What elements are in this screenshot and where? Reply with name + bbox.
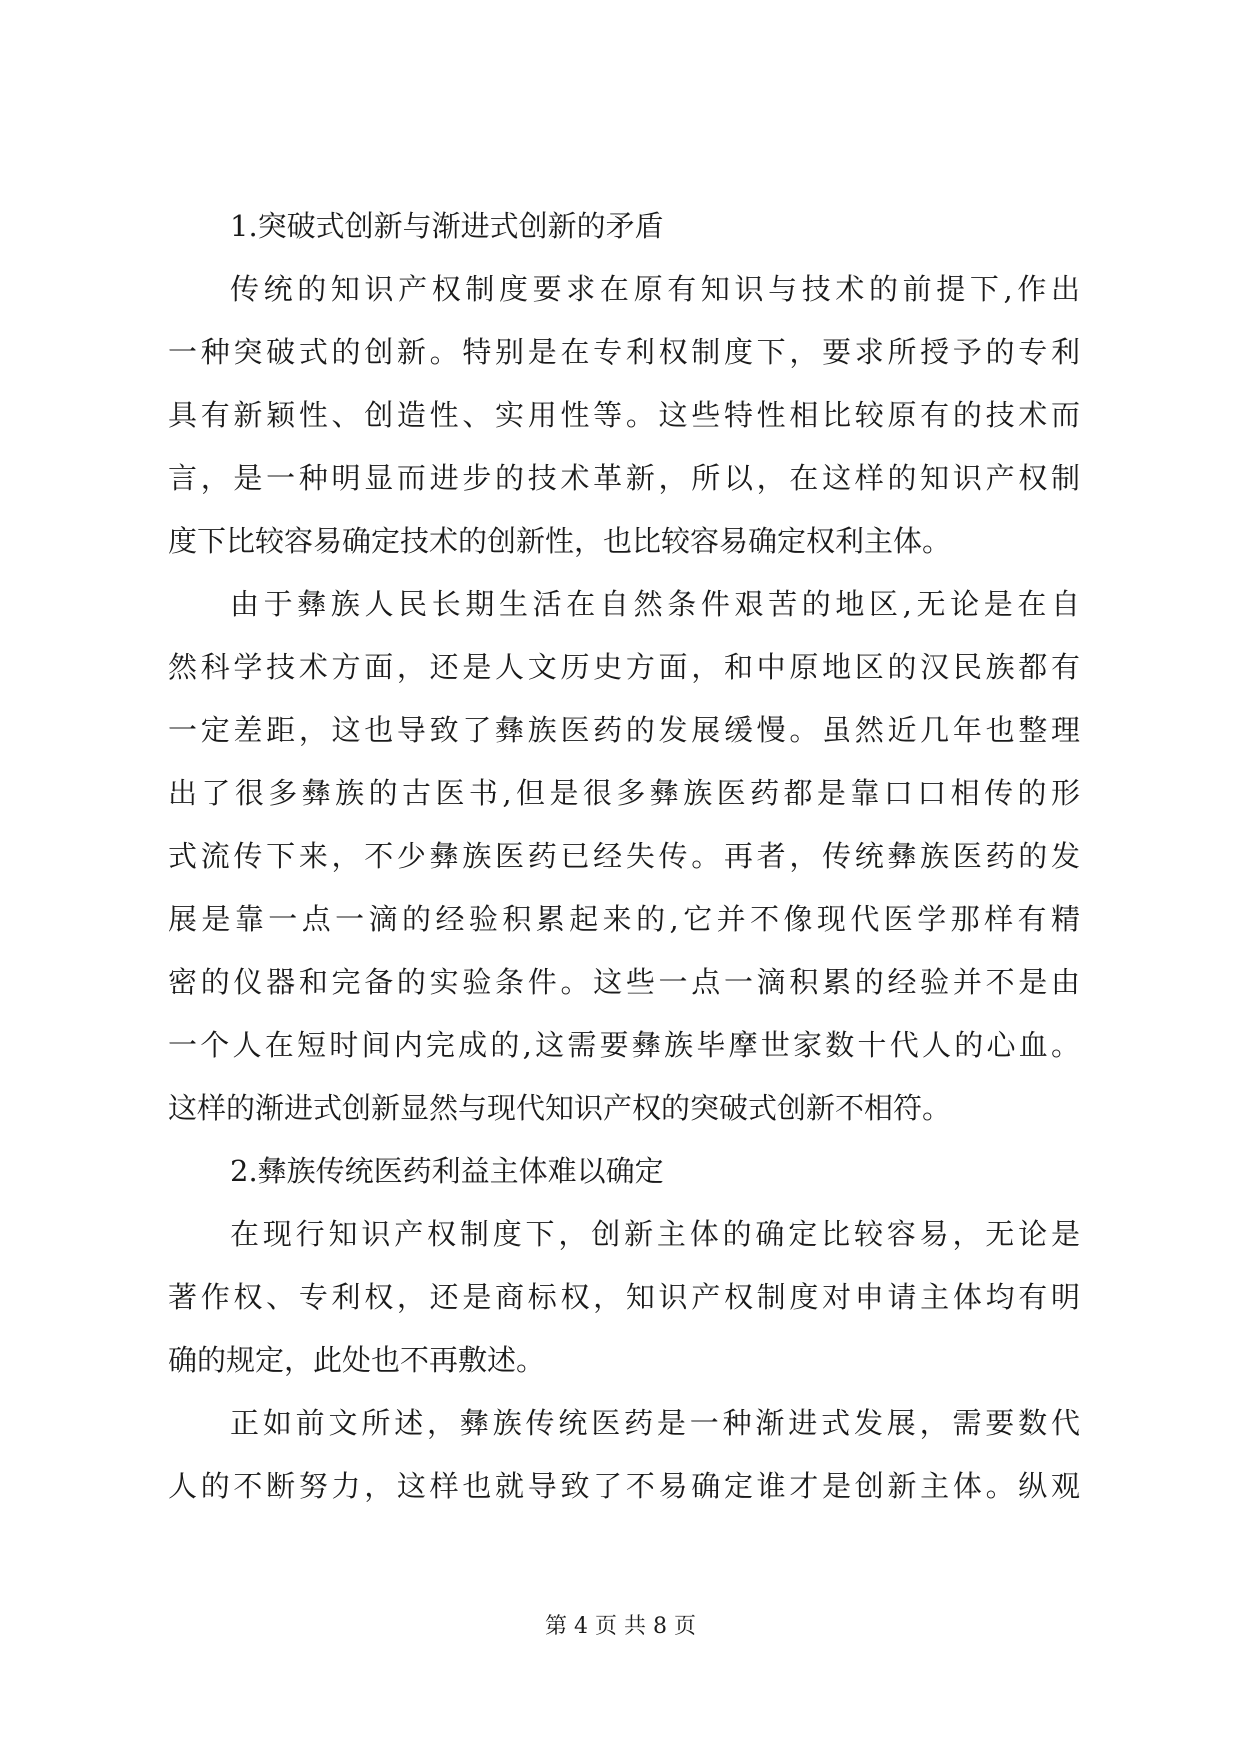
- text-line: 然科学技术方面，还是人文历史方面，和中原地区的汉民族都有: [168, 650, 1080, 684]
- text-line: 一个人在短时间内完成的,这需要彝族毕摩世家数十代人的心血。: [168, 1028, 1080, 1062]
- text-line: 确的规定，此处也不再敷述。: [168, 1343, 546, 1377]
- text-line: 正如前文所述，彝族传统医药是一种渐进式发展，需要数代: [230, 1406, 1080, 1440]
- text-line: 1.突破式创新与渐进式创新的矛盾: [230, 209, 664, 243]
- text-line: 具有新颖性、创造性、实用性等。这些特性相比较原有的技术而: [168, 398, 1080, 432]
- text-line: 著作权、专利权，还是商标权，知识产权制度对申请主体均有明: [168, 1280, 1080, 1314]
- text-line: 式流传下来，不少彝族医药已经失传。再者，传统彝族医药的发: [168, 839, 1080, 873]
- text-line: 这样的渐进式创新显然与现代知识产权的突破式创新不相符。: [168, 1091, 952, 1125]
- body-text: [168, 195, 1080, 1518]
- text-line: 2.彝族传统医药利益主体难以确定: [230, 1154, 664, 1188]
- text-line: 展是靠一点一滴的经验积累起来的,它并不像现代医学那样有精: [168, 902, 1080, 936]
- text-line: 度下比较容易确定技术的创新性，也比较容易确定权利主体。: [168, 524, 952, 558]
- text-line: 在现行知识产权制度下，创新主体的确定比较容易，无论是: [230, 1217, 1080, 1251]
- text-line: 出了很多彝族的古医书,但是很多彝族医药都是靠口口相传的形: [168, 776, 1080, 810]
- text-line: 传统的知识产权制度要求在原有知识与技术的前提下,作出: [230, 272, 1080, 306]
- text-line: 一种突破式的创新。特别是在专利权制度下，要求所授予的专利: [168, 335, 1080, 369]
- text-line: 密的仪器和完备的实验条件。这些一点一滴积累的经验并不是由: [168, 965, 1080, 999]
- text-line: 人的不断努力，这样也就导致了不易确定谁才是创新主体。纵观: [168, 1469, 1080, 1503]
- text-line: 言，是一种明显而进步的技术革新，所以，在这样的知识产权制: [168, 461, 1080, 495]
- text-line: 由于彝族人民长期生活在自然条件艰苦的地区,无论是在自: [230, 587, 1080, 621]
- page-footer: 第 4 页 共 8 页: [545, 1614, 696, 1639]
- text-line: 一定差距，这也导致了彝族医药的发展缓慢。虽然近几年也整理: [168, 713, 1080, 747]
